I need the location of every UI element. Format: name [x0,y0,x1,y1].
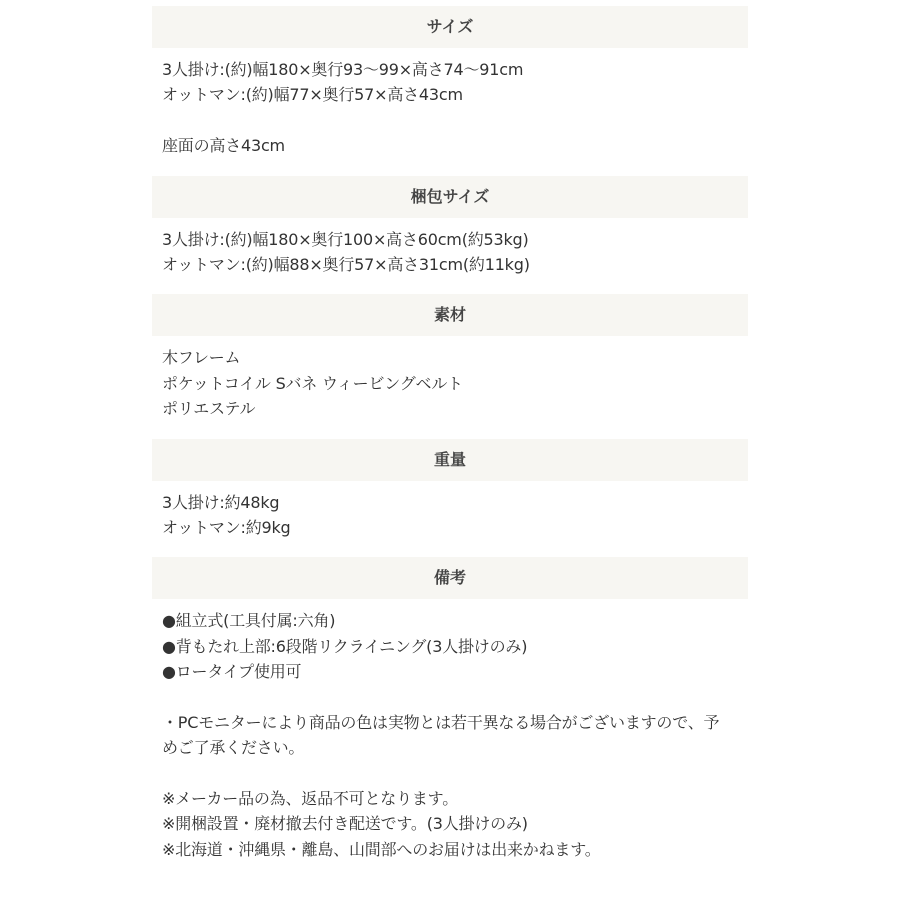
spec-line: ●ロータイプ使用可 [162,662,302,682]
spec-line: ポケットコイル Sバネ ウィービングベルト [162,373,463,393]
spec-line: オットマン:約9kg [162,517,291,537]
spec-line: ●背もたれ上部:6段階リクライニング(3人掛けのみ) [162,636,528,656]
blank-line [162,108,748,133]
blank-line [162,761,748,786]
spec-table [152,6,748,879]
section-body-package-size [152,218,748,295]
section-body-weight [152,481,748,558]
spec-line: ●組立式(工具付属:六角) [162,611,336,631]
spec-line: 3人掛け:(約)幅180×奥行93〜99×高さ74〜91cm [162,60,524,79]
spec-line: オットマン:(約)幅77×奥行57×高さ43cm [162,85,463,105]
spec-line: ※開梱設置・廃材撤去付き配送です。(3人掛けのみ) [162,814,528,834]
spec-line: ・PCモニターにより商品の色は実物とは若干異なる場合がございますので、予 [162,712,720,732]
section-body-material [152,336,748,438]
spec-line: ポリエステル [162,399,256,419]
section-notes [152,557,748,879]
section-header-material: 素材 [152,294,748,336]
section-header-weight: 重量 [152,439,748,481]
spec-line: オットマン:(約)幅88×奥行57×高さ31cm(約11kg) [162,254,530,274]
section-package-size [152,176,748,295]
spec-line: 3人掛け:約48kg [162,492,280,512]
spec-line: 木フレーム [162,348,241,368]
section-header-size: サイズ [152,6,748,48]
spec-line: ※メーカー品の為、返品不可となります。 [162,789,459,809]
spec-line: 座面の高さ43cm [162,136,285,156]
section-body-notes [152,599,748,879]
section-size [152,6,748,176]
section-weight [152,439,748,558]
blank-line [162,684,748,709]
section-header-notes: 備考 [152,557,748,599]
section-body-size [152,48,748,176]
section-material [152,294,748,438]
spec-line: 3人掛け:(約)幅180×奥行100×高さ60cm(約53kg) [162,229,529,249]
spec-line: めご了承ください。 [162,738,305,758]
spec-line: ※北海道・沖縄県・離島、山間部へのお届けは出来かねます。 [162,839,601,859]
section-header-package-size: 梱包サイズ [152,176,748,218]
